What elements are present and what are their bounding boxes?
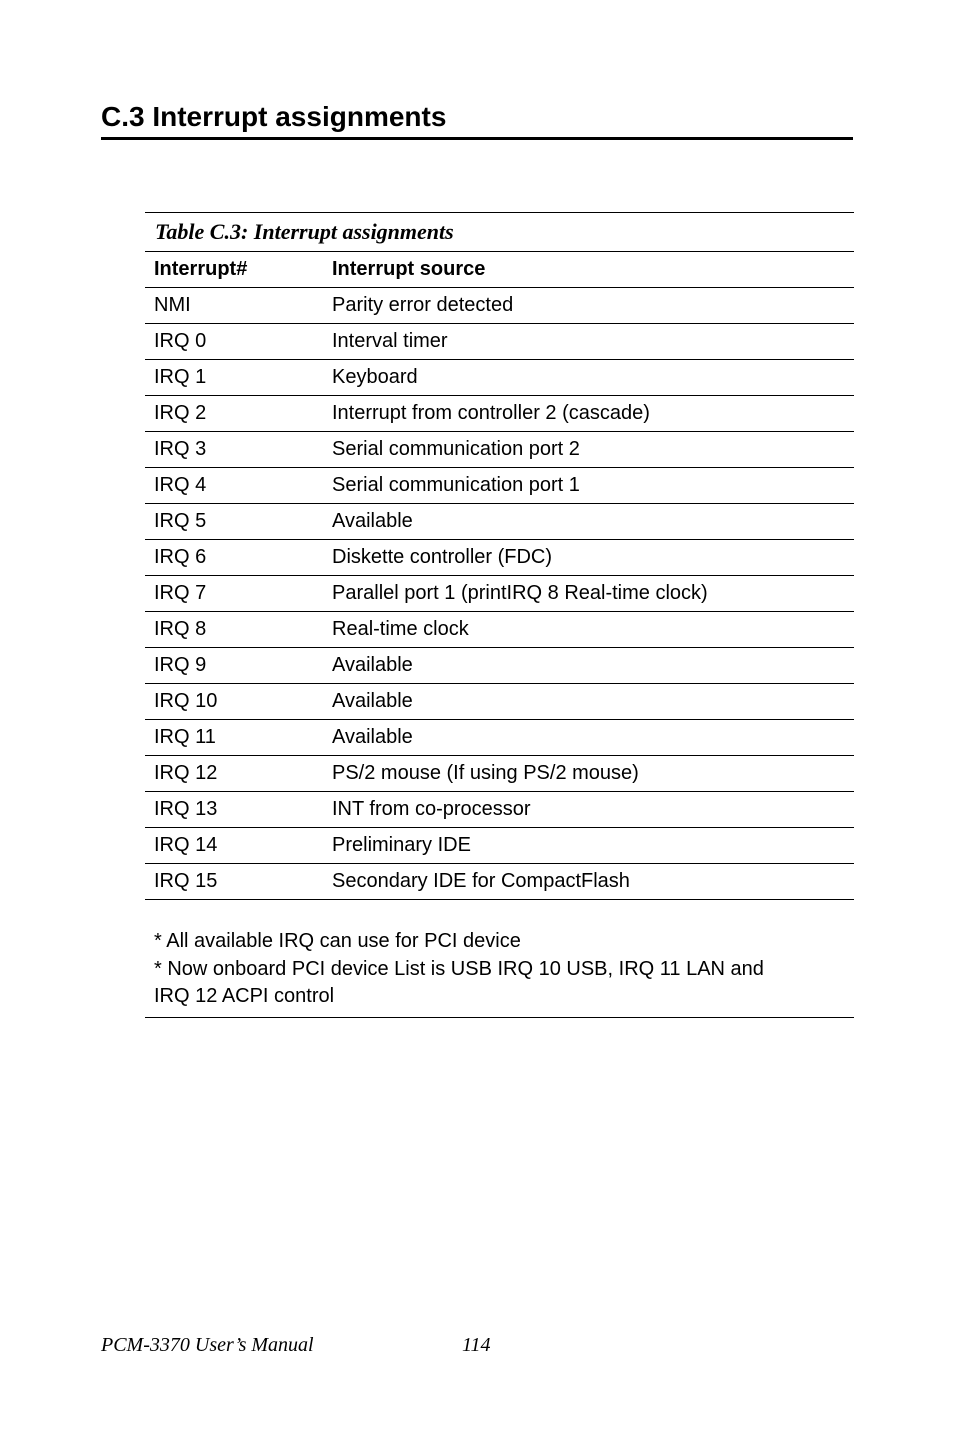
interrupt-source-cell: Interval timer	[332, 330, 448, 352]
interrupt-number-cell: IRQ 3	[154, 438, 207, 460]
interrupt-number-cell: IRQ 5	[154, 510, 207, 532]
table-row	[145, 684, 854, 720]
table-row	[145, 864, 854, 900]
interrupt-number-cell: IRQ 14	[154, 834, 218, 856]
table-row	[145, 576, 854, 612]
interrupt-number-cell: IRQ 9	[154, 654, 207, 676]
note-line: * All available IRQ can use for PCI device	[154, 930, 521, 952]
interrupt-source-cell: Parallel port 1 (printIRQ 8 Real-time clock)	[332, 582, 708, 604]
header-interrupt-number: Interrupt#	[154, 258, 248, 280]
section-heading	[101, 100, 853, 140]
interrupt-source-cell: Available	[332, 654, 413, 676]
interrupt-source-cell: Serial communication port 1	[332, 474, 580, 496]
interrupt-number-cell: IRQ 12	[154, 762, 218, 784]
section-title: C.3 Interrupt assignments	[101, 101, 447, 132]
table-row	[145, 324, 854, 360]
interrupt-source-cell: Preliminary IDE	[332, 834, 471, 856]
interrupt-source-cell: Interrupt from controller 2 (cascade)	[332, 402, 650, 424]
table-row	[145, 432, 854, 468]
interrupt-source-cell: Diskette controller (FDC)	[332, 546, 553, 568]
interrupt-number-cell: IRQ 15	[154, 870, 218, 892]
table-row	[145, 540, 854, 576]
table-row	[145, 792, 854, 828]
table-row	[145, 468, 854, 504]
interrupt-table	[145, 212, 854, 1018]
footer-page-number: 114	[462, 1334, 491, 1356]
table-row	[145, 720, 854, 756]
interrupt-source-cell: Available	[332, 510, 413, 532]
table-row	[145, 756, 854, 792]
interrupt-number-cell: IRQ 7	[154, 582, 207, 604]
interrupt-source-cell: Serial communication port 2	[332, 438, 580, 460]
interrupt-number-cell: IRQ 10	[154, 690, 218, 712]
interrupt-source-cell: Available	[332, 690, 413, 712]
interrupt-number-cell: IRQ 13	[154, 798, 218, 820]
footer-manual-title: PCM-3370 User’s Manual	[101, 1334, 314, 1356]
interrupt-source-cell: PS/2 mouse (If using PS/2 mouse)	[332, 762, 639, 784]
table-row	[145, 396, 854, 432]
table-row	[145, 648, 854, 684]
interrupt-number-cell: IRQ 6	[154, 546, 207, 568]
table-row	[145, 288, 854, 324]
interrupt-source-cell: Available	[332, 726, 413, 748]
interrupt-source-cell: Keyboard	[332, 366, 418, 388]
interrupt-number-cell: IRQ 4	[154, 474, 207, 496]
interrupt-number-cell: IRQ 1	[154, 366, 207, 388]
table-row	[145, 504, 854, 540]
table-notes	[145, 900, 854, 1018]
note-line: * Now onboard PCI device List is USB IRQ 10 USB, IRQ 11 LAN and	[154, 957, 764, 980]
table-row	[145, 360, 854, 396]
note-line: IRQ 12 ACPI control	[154, 985, 335, 1007]
interrupt-number-cell: IRQ 0	[154, 330, 207, 352]
interrupt-number-cell: NMI	[154, 294, 191, 316]
table-body	[145, 288, 854, 900]
interrupt-number-cell: IRQ 2	[154, 402, 207, 424]
interrupt-source-cell: Real-time clock	[332, 618, 469, 640]
interrupt-source-cell: Secondary IDE for CompactFlash	[332, 870, 630, 892]
table-caption: Table C.3: Interrupt assignments	[145, 213, 854, 252]
table-row	[145, 828, 854, 864]
header-interrupt-source: Interrupt source	[332, 258, 486, 280]
interrupt-number-cell: IRQ 11	[154, 726, 216, 748]
interrupt-source-cell: Parity error detected	[332, 294, 514, 316]
interrupt-source-cell: INT from co-processor	[332, 798, 531, 820]
interrupt-number-cell: IRQ 8	[154, 618, 207, 640]
table-row	[145, 612, 854, 648]
table-header-row	[145, 252, 854, 288]
